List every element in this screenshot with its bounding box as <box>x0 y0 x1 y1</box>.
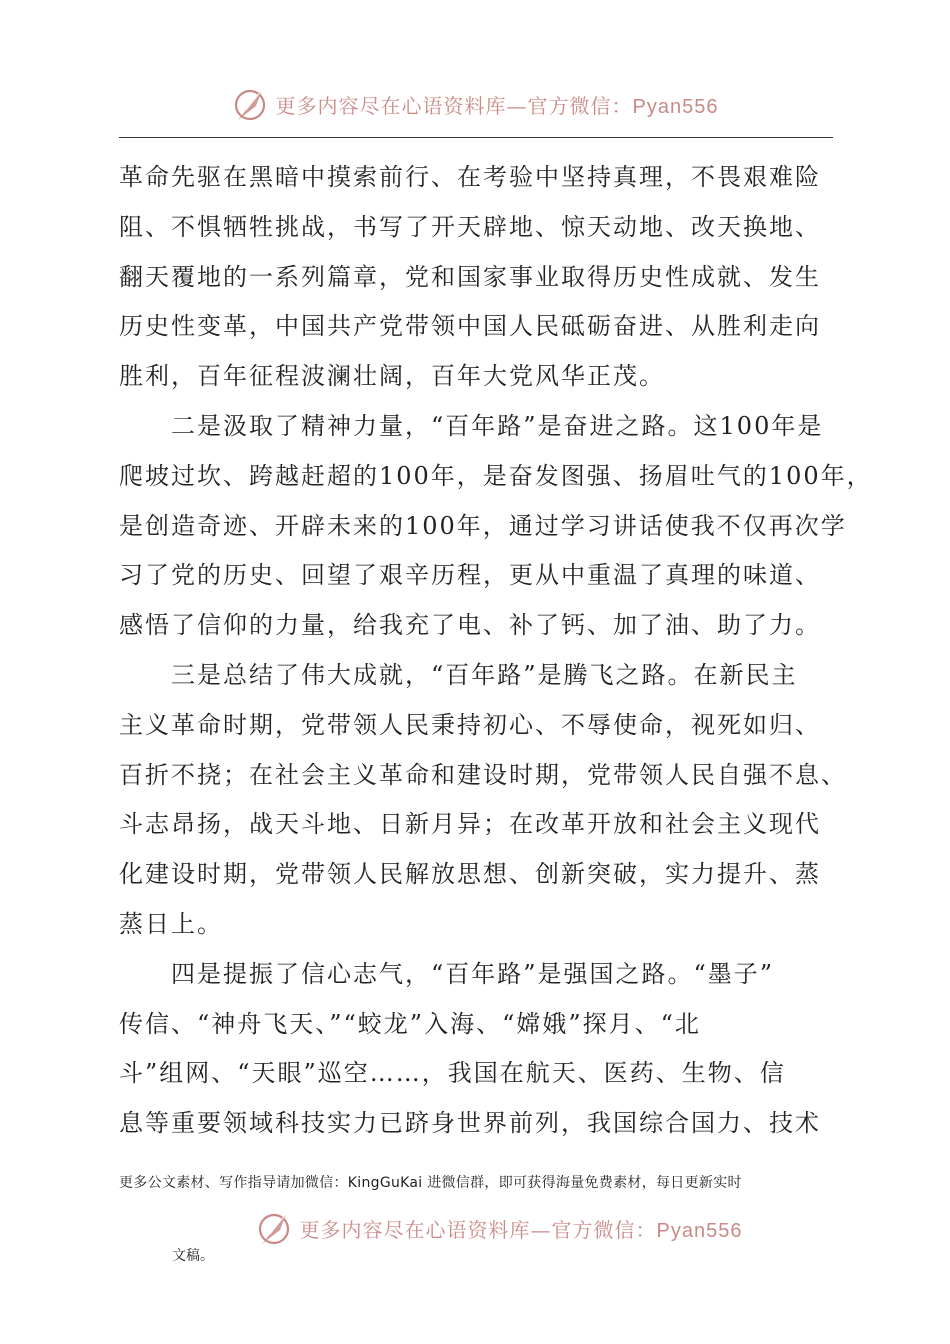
body-line: 习了党的历史、回望了艰辛历程，更从中重温了真理的味道、 <box>119 561 821 590</box>
body-line: 爬坡过坎、跨越赶超的100年，是奋发图强、扬眉吐气的100年， <box>119 461 873 490</box>
document-body <box>119 153 873 1149</box>
body-line: 四是提振了信心志气，“百年路”是强国之路。“墨子” <box>119 959 775 988</box>
body-line: 翻天覆地的一系列篇章，党和国家事业取得历史性成就、发生 <box>119 262 821 291</box>
body-line: 历史性变革，中国共产党带领中国人民砥砺奋进、从胜利走向 <box>119 312 821 341</box>
body-line: 二是汲取了精神力量，“百年路”是奋进之路。这100年是 <box>119 411 824 440</box>
body-line: 化建设时期，党带领人民解放思想、创新突破，实力提升、蒸 <box>119 860 821 889</box>
body-line: 阻、不惧牺牲挑战，书写了开天辟地、惊天动地、改天换地、 <box>119 212 821 241</box>
body-line: 斗志昂扬，战天斗地、日新月异；在改革开放和社会主义现代 <box>119 810 821 839</box>
body-line: 是创造奇迹、开辟未来的100年，通过学习讲话使我不仅再次学 <box>119 511 847 540</box>
body-line: 息等重要领域科技实力已跻身世界前列，我国综合国力、技术 <box>119 1109 821 1138</box>
quill-logo-icon <box>256 1208 296 1248</box>
footer-note: 更多公文素材、写作指导请加微信：KingGuKai 进微信群，即可获得海量免费素材，每日更新实时 <box>119 1175 742 1191</box>
watermark-text: 更多内容尽在心语资料库—官方微信：Pyan556 <box>299 1217 743 1242</box>
watermark-wechat-id: Pyan556 <box>656 1219 743 1242</box>
footer-note-continuation: 文稿。 <box>172 1248 214 1264</box>
body-line: 感悟了信仰的力量，给我充了电、补了钙、加了油、助了力。 <box>119 611 821 640</box>
header-watermark <box>0 84 950 124</box>
quill-logo-icon <box>232 84 272 124</box>
header-divider <box>119 137 833 138</box>
body-line: 斗”组网、“天眼”巡空……，我国在航天、医药、生物、信 <box>119 1059 786 1088</box>
body-line: 胜利，百年征程波澜壮阔，百年大党风华正茂。 <box>119 362 665 391</box>
body-line: 革命先驱在黑暗中摸索前行、在考验中坚持真理，不畏艰难险 <box>119 163 821 191</box>
body-line: 三是总结了伟大成就，“百年路”是腾飞之路。在新民主 <box>119 660 798 689</box>
body-line: 蒸日上。 <box>119 909 223 938</box>
body-line: 百折不挠；在社会主义革命和建设时期，党带领人民自强不息、 <box>119 760 847 789</box>
body-line: 主义革命时期，党带领人民秉持初心、不辱使命，视死如归、 <box>119 710 821 739</box>
footer-watermark <box>0 1208 950 1248</box>
watermark-text: 更多内容尽在心语资料库—官方微信：Pyan556 <box>275 93 719 118</box>
watermark-wechat-id: Pyan556 <box>632 95 719 118</box>
body-line: 传信、“神舟飞天、”“蛟龙”入海、“嫦娥”探月、“北 <box>119 1009 701 1038</box>
